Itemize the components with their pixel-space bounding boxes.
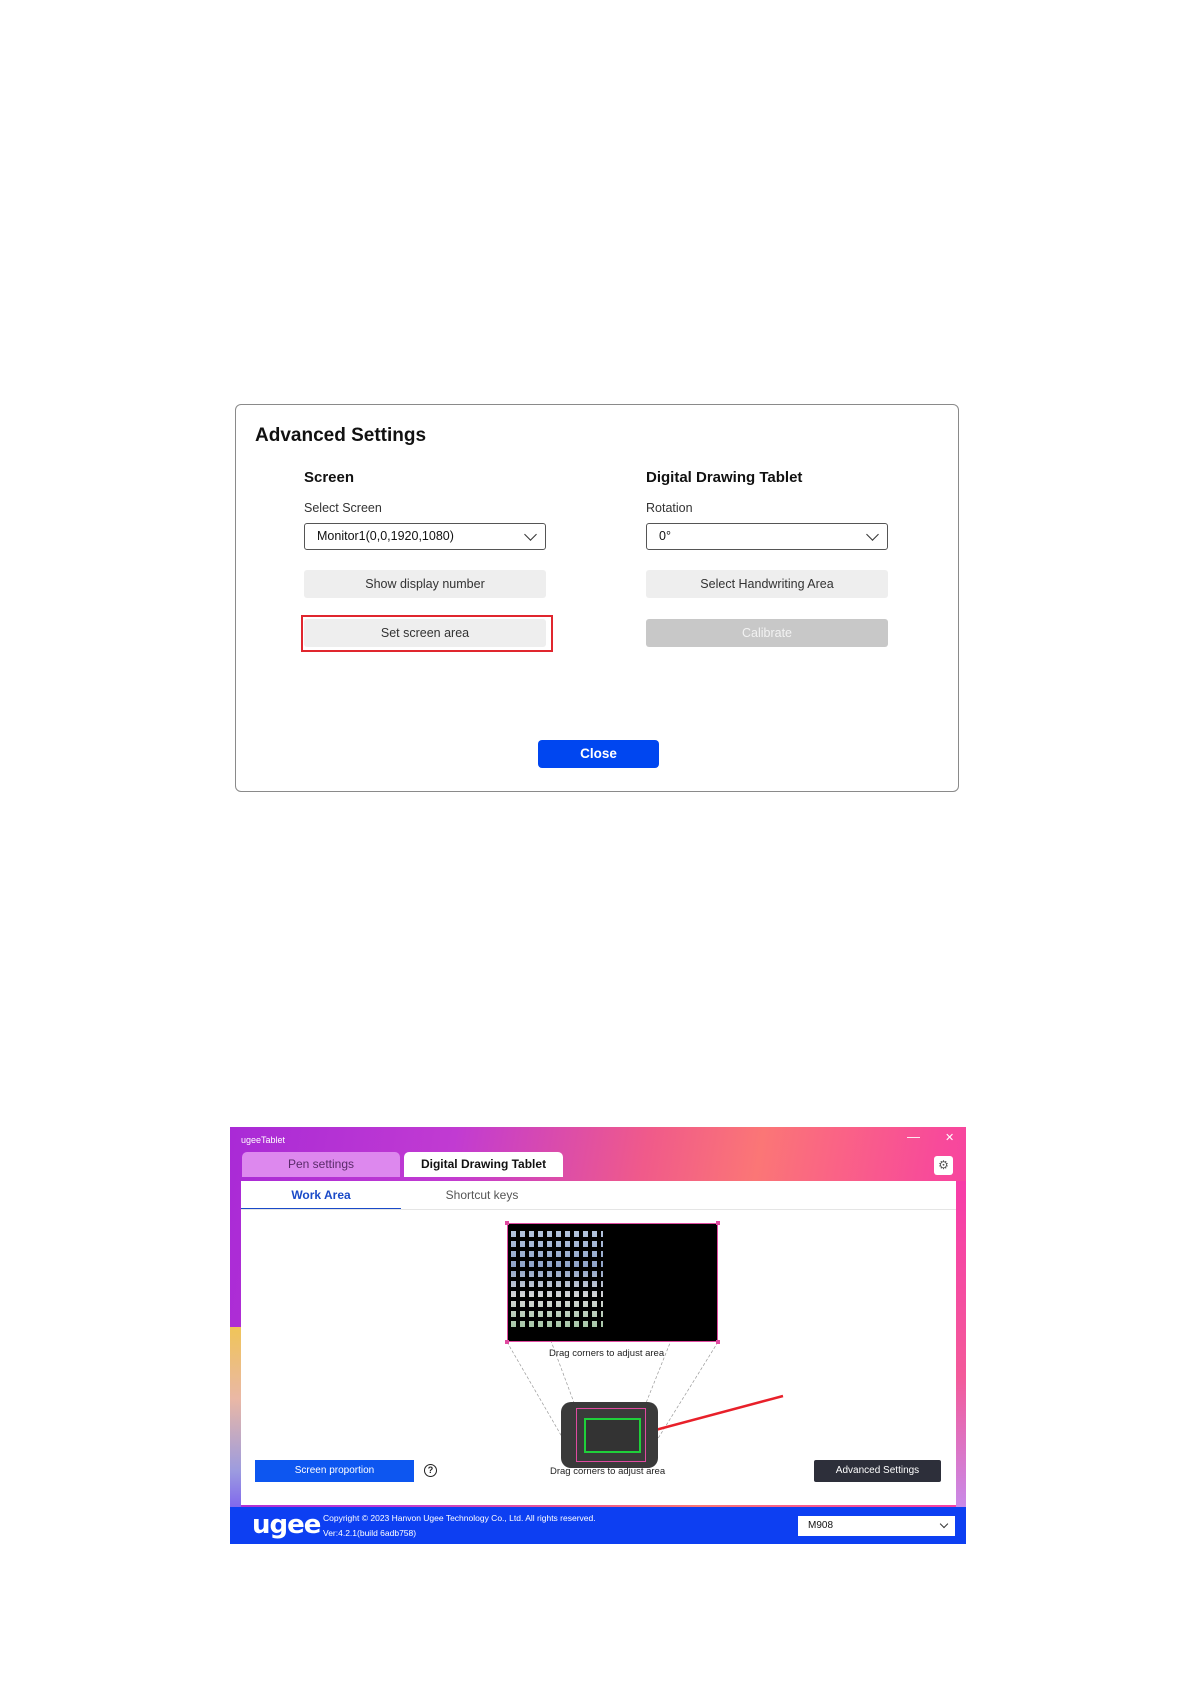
set-screen-area-button[interactable]: Set screen area (304, 619, 546, 647)
corner-handle[interactable] (716, 1221, 720, 1225)
gear-icon[interactable]: ⚙ (934, 1156, 953, 1175)
drag-hint-screen: Drag corners to adjust area (549, 1348, 665, 1359)
tablet-area-selection[interactable] (576, 1408, 646, 1462)
rotation-dropdown[interactable] (646, 523, 888, 550)
screen-proportion-button[interactable]: Screen proportion (255, 1460, 414, 1482)
work-area-panel (241, 1181, 956, 1505)
select-screen-value: Monitor1(0,0,1920,1080) (317, 529, 454, 543)
screen-area-preview[interactable] (507, 1223, 718, 1342)
version-text: Ver:4.2.1(build 6adb758) (323, 1528, 417, 1538)
decorative-strip (956, 1181, 966, 1507)
calibrate-button[interactable]: Calibrate (646, 619, 888, 647)
close-button[interactable]: Close (538, 740, 659, 768)
highlight-box (301, 615, 553, 652)
minimize-icon[interactable]: — (907, 1129, 920, 1144)
decorative-strip (230, 1327, 241, 1507)
advanced-settings-dialog (235, 404, 959, 792)
show-display-number-button[interactable]: Show display number (304, 570, 546, 598)
chevron-down-icon (524, 528, 537, 541)
tab-pen-settings[interactable]: Pen settings (242, 1152, 400, 1177)
chevron-down-icon (866, 528, 879, 541)
chevron-down-icon (940, 1520, 948, 1528)
corner-handle[interactable] (505, 1221, 509, 1225)
tablet-section-heading: Digital Drawing Tablet (646, 469, 803, 486)
help-icon[interactable]: ? (424, 1464, 437, 1477)
corner-handle[interactable] (505, 1340, 509, 1344)
tablet-active-area (584, 1418, 641, 1453)
dialog-title: Advanced Settings (255, 425, 427, 446)
copyright-text: Copyright © 2023 Hanvon Ugee Technology Co., Ltd. All rights reserved. (323, 1513, 596, 1523)
rotation-label: Rotation (646, 501, 693, 515)
subtab-work-area[interactable]: Work Area (241, 1181, 401, 1210)
select-screen-label: Select Screen (304, 501, 382, 515)
desktop-icons (511, 1227, 603, 1327)
select-screen-dropdown[interactable] (304, 523, 546, 550)
tab-digital-drawing-tablet[interactable]: Digital Drawing Tablet (404, 1152, 563, 1177)
close-icon[interactable]: ✕ (945, 1132, 955, 1144)
ugee-logo: ugee (252, 1510, 321, 1540)
corner-handle[interactable] (716, 1340, 720, 1344)
rotation-value: 0° (659, 529, 671, 543)
select-handwriting-area-button[interactable]: Select Handwriting Area (646, 570, 888, 598)
advanced-settings-button[interactable]: Advanced Settings (814, 1460, 941, 1482)
screen-section-heading: Screen (304, 469, 355, 486)
subtab-shortcut-keys[interactable]: Shortcut keys (445, 1188, 519, 1202)
tablet-preview (561, 1402, 658, 1468)
model-value: M908 (808, 1520, 834, 1531)
window-title: ugeeTablet (241, 1135, 286, 1145)
model-select[interactable] (798, 1516, 955, 1536)
drag-hint-tablet: Drag corners to adjust area (550, 1466, 666, 1477)
ugee-tablet-window (230, 1127, 966, 1544)
footer (230, 1507, 966, 1544)
